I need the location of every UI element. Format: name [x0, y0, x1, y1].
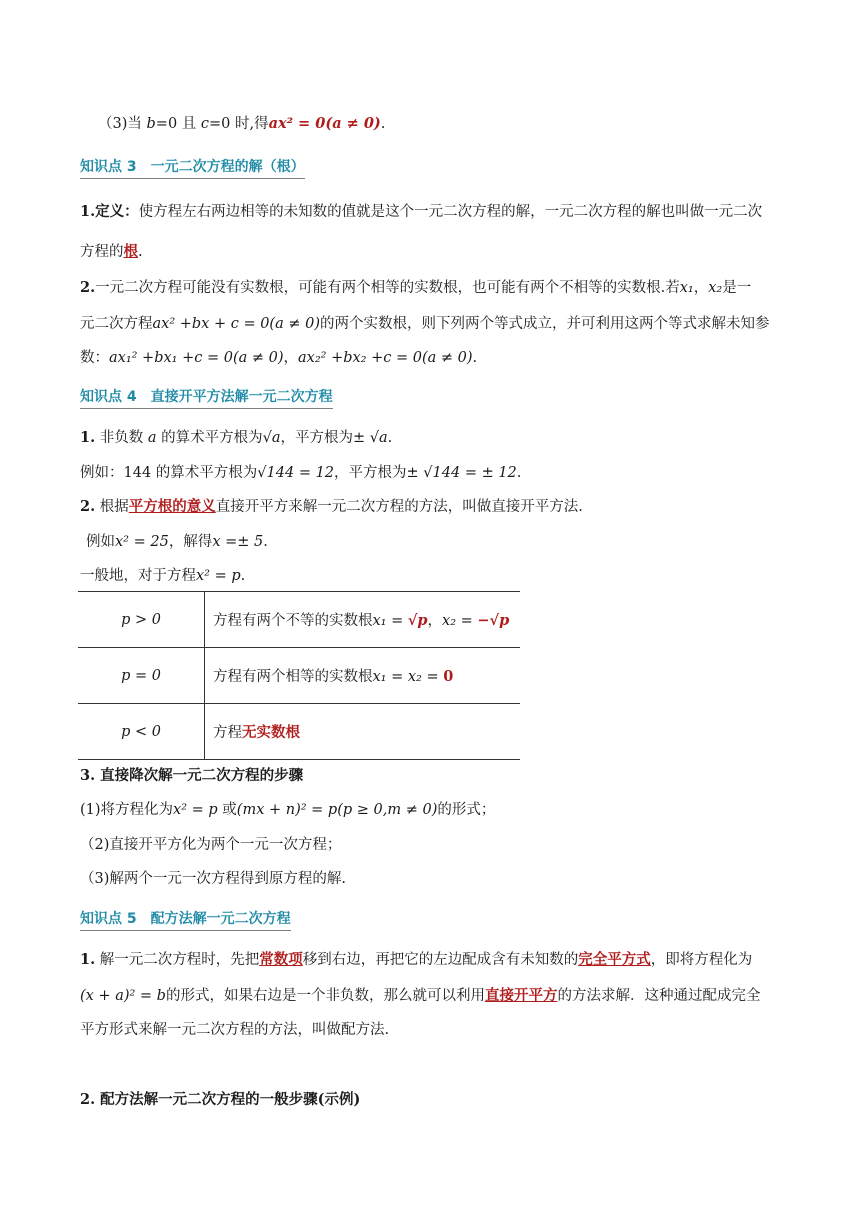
cases-table: [78, 591, 520, 760]
kp5-p1-line2: (x + a)² = b的形式，如果右边是一个非负数，那么就可以利用直接开平方的方法求解．这种通过配成完全: [80, 987, 761, 1004]
case3-formula: ax² = 0(a ≠ 0): [268, 115, 381, 132]
case-condition: p = 0: [78, 648, 205, 704]
kp4-step2: （2)直接开平方化为两个一元一次方程；: [80, 837, 342, 853]
kp4-general: 一般地，对于方程x² = p.: [80, 568, 246, 584]
kp5-p1-line3: 平方形式来解一元二次方程的方法，叫做配方法.: [80, 1022, 390, 1038]
kp4-p1: 1. 非负数 a 的算术平方根为√a，平方根为± √a.: [80, 429, 393, 446]
table-row: [78, 592, 520, 648]
kp4-p2: 2. 根据平方根的意义直接开平方来解一元二次方程的方法，叫做直接开平方法.: [80, 498, 583, 515]
case-result: 方程无实数根: [205, 704, 521, 760]
kp5-steps-title: 2. 配方法解一元二次方程的一般步骤(示例): [80, 1091, 361, 1108]
keyword-constant-term: 常数项: [259, 951, 303, 968]
kp3-p2-line1: 2.一元二次方程可能没有实数根，可能有两个相等的实数根，也可能有两个不相等的实数根.若x₁，x₂是一: [80, 279, 752, 296]
kp3-p2-line2: 元二次方程ax² +bx + c = 0(a ≠ 0)的两个实数根，则下列两个等式成立，并可利用这两个等式求解未知参: [80, 316, 770, 332]
table-row: [78, 648, 520, 704]
keyword-direct-root: 直接开平方: [484, 987, 558, 1004]
case3-line: （3)当 b=0 且 c=0 时,得ax² = 0(a ≠ 0).: [98, 115, 386, 132]
case-result: 方程有两个不等的实数根x₁ = √p，x₂ = −√p: [205, 592, 521, 648]
kp3-p2-line3: 数：ax₁² +bx₁ +c = 0(a ≠ 0)，ax₂² +bx₂ +c = 0(a ≠ 0).: [80, 350, 478, 366]
case-condition: p > 0: [78, 592, 205, 648]
keyword-root: 根: [123, 243, 138, 260]
kp5-p1-line1: 1. 解一元二次方程时，先把常数项移到右边，再把它的左边配成含有未知数的完全平方式，即将方程化为: [80, 951, 753, 968]
kp5-heading: 知识点 5 配方法解一元二次方程: [80, 908, 291, 931]
table-row: [78, 704, 520, 760]
kp4-steps-title: 3. 直接降次解一元二次方程的步骤: [80, 767, 304, 784]
keyword-perfect-square: 完全平方式: [578, 951, 651, 968]
kp4-step1: (1)将方程化为x² = p 或(mx + n)² = p(p ≥ 0,m ≠ 0)的形式；: [80, 802, 496, 818]
kp4-heading: 知识点 4 直接开平方法解一元二次方程: [80, 386, 333, 409]
kp3-definition-line1: 1.定义：使方程左右两边相等的未知数的值就是这个一元二次方程的解，一元二次方程的解也叫做一元二次: [80, 203, 763, 220]
kp3-definition-line2: 方程的根.: [80, 243, 143, 260]
kp4-example2: 例如x² = 25，解得x =± 5.: [86, 534, 268, 550]
kp3-heading: 知识点 3 一元二次方程的解（根）: [80, 156, 305, 179]
case-condition: p < 0: [78, 704, 205, 760]
keyword-square-root-meaning: 平方根的意义: [128, 498, 216, 515]
kp4-example1: 例如：144 的算术平方根为√144 = 12，平方根为± √144 = ± 12.: [80, 465, 522, 481]
case-result: 方程有两个相等的实数根x₁ = x₂ = 0: [205, 648, 521, 704]
kp4-step3: （3)解两个一元一次方程得到原方程的解.: [80, 871, 346, 887]
